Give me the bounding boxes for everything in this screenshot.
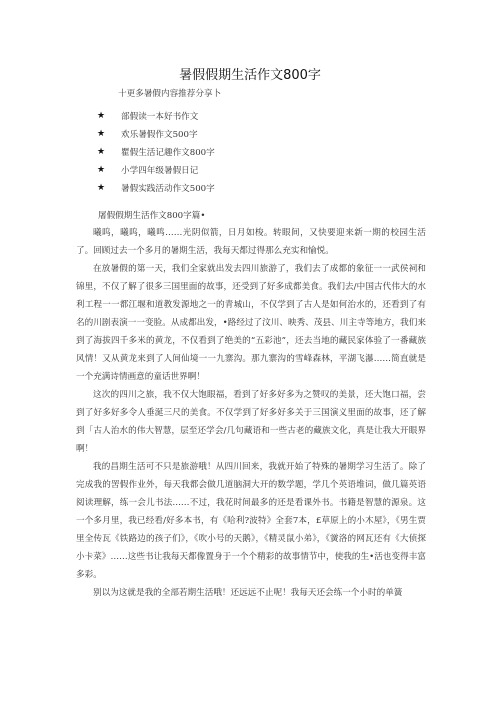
paragraph: 这次的四川之旅，我不仅大饱眼福，看到了好多好多为之赞叹的美景，还大饱口福，尝到了好多好多令人垂涎三尺的美食。不仅学到了好多好多关于三国演义里面的故事，还了解到「古人治水的伟大智慧，层至还学会/几句藏语和一些古老的藏族文化，真是让我大开眼界啊！ bbox=[76, 390, 426, 454]
star-bullet-icon: ★ bbox=[97, 183, 106, 193]
list-item-label[interactable]: 暑假实践活动作文500字 bbox=[121, 184, 215, 194]
star-bullet-icon: ★ bbox=[97, 129, 106, 139]
essay-subtitle: 屠假假期生活作文800字篇• bbox=[98, 211, 206, 221]
recommendation-list bbox=[97, 107, 215, 197]
paragraph: 在放暑假的第一天，我们全家就出发去四川旅游了，我们去了成都的象征一一武侯祠和锦里，不仅了解了很多三国里面的故事，还受到了好多成都美食。我们去/中国古代伟大的水利工程一一都江堰和道教发源地之一的青城山，不仅学到了古人是如何治水的，还看到了有名的川剧表演一一变脸。从成都出发，•路经过了汶川、映秀、茂县、川主寺等地方，我们来到了海拔四千多米的黄龙，不仅看到了绝美的“五彩池”，还去当地的藏民家体验了一番藏族风情！又从黄龙来到了人间仙境一一九寨沟。那九寨沟的雪峰森林，平湖飞瀑……简直就是一个充满诗情画意的童话世界啊！ bbox=[76, 264, 426, 382]
intro-text: 十更多暑假内容推荐分享卜 bbox=[118, 89, 222, 99]
list-item-label[interactable]: 欢乐暑假作文500字 bbox=[121, 130, 198, 140]
paragraph: 曦呜，曦呜，曦鸣……光阴似箭，日月如梭。转眼间，又快要迎来新一期的校园生活了。回顾过去一个多月的暑期生活，我每天都过得那么充实和愉悦。 bbox=[76, 228, 426, 256]
list-item[interactable] bbox=[97, 143, 215, 161]
list-item-label[interactable]: 瞿假生活记趣作文800字 bbox=[121, 148, 215, 158]
list-item[interactable] bbox=[97, 179, 215, 197]
list-item[interactable] bbox=[97, 107, 215, 125]
star-bullet-icon: ★ bbox=[97, 165, 106, 175]
star-bullet-icon: ★ bbox=[97, 147, 106, 157]
star-bullet-icon: ★ bbox=[97, 111, 106, 121]
list-item[interactable] bbox=[97, 161, 215, 179]
document-title: 暑假假期生活作文800字 bbox=[179, 68, 321, 83]
essay-body bbox=[76, 224, 426, 602]
paragraph: 别以为这就是我的全部若期生活哦！还远远不止呢！我每天还会练一个小时的单簧 bbox=[93, 588, 403, 598]
list-item[interactable] bbox=[97, 125, 215, 143]
paragraph: 我的昌期生活可不只是旅游哦！从四川回来，我就开始了特殊的暑期学习生活了。除了完成我的罟假作业外，每天我都会做几道脑洞大开的数学题，学几个英语堆词，做几篇英语阅读理解，练一会儿书法……不过，我花时间最多的还是看课外书。书籍是智慧的源泉。这一个多月里，我已经看/好多本书，有《哈利?波特》全套7本，£草原上的小木屋》，《男生贾里全传瓦《铁路边的孩子们》，《吹小号的天鹅》，《精灵鼠小弟》，《黉洛的网瓦还有《大侦探小卡菜》……这些书让我每天都像置身于一个个精彩的故事情节中，使我的生•活也变得丰富多彩。 bbox=[76, 462, 426, 580]
list-item-label[interactable]: 小学四年级暑假日记 bbox=[121, 166, 199, 176]
list-item-label[interactable]: 部假读一本好书作文 bbox=[121, 112, 199, 122]
